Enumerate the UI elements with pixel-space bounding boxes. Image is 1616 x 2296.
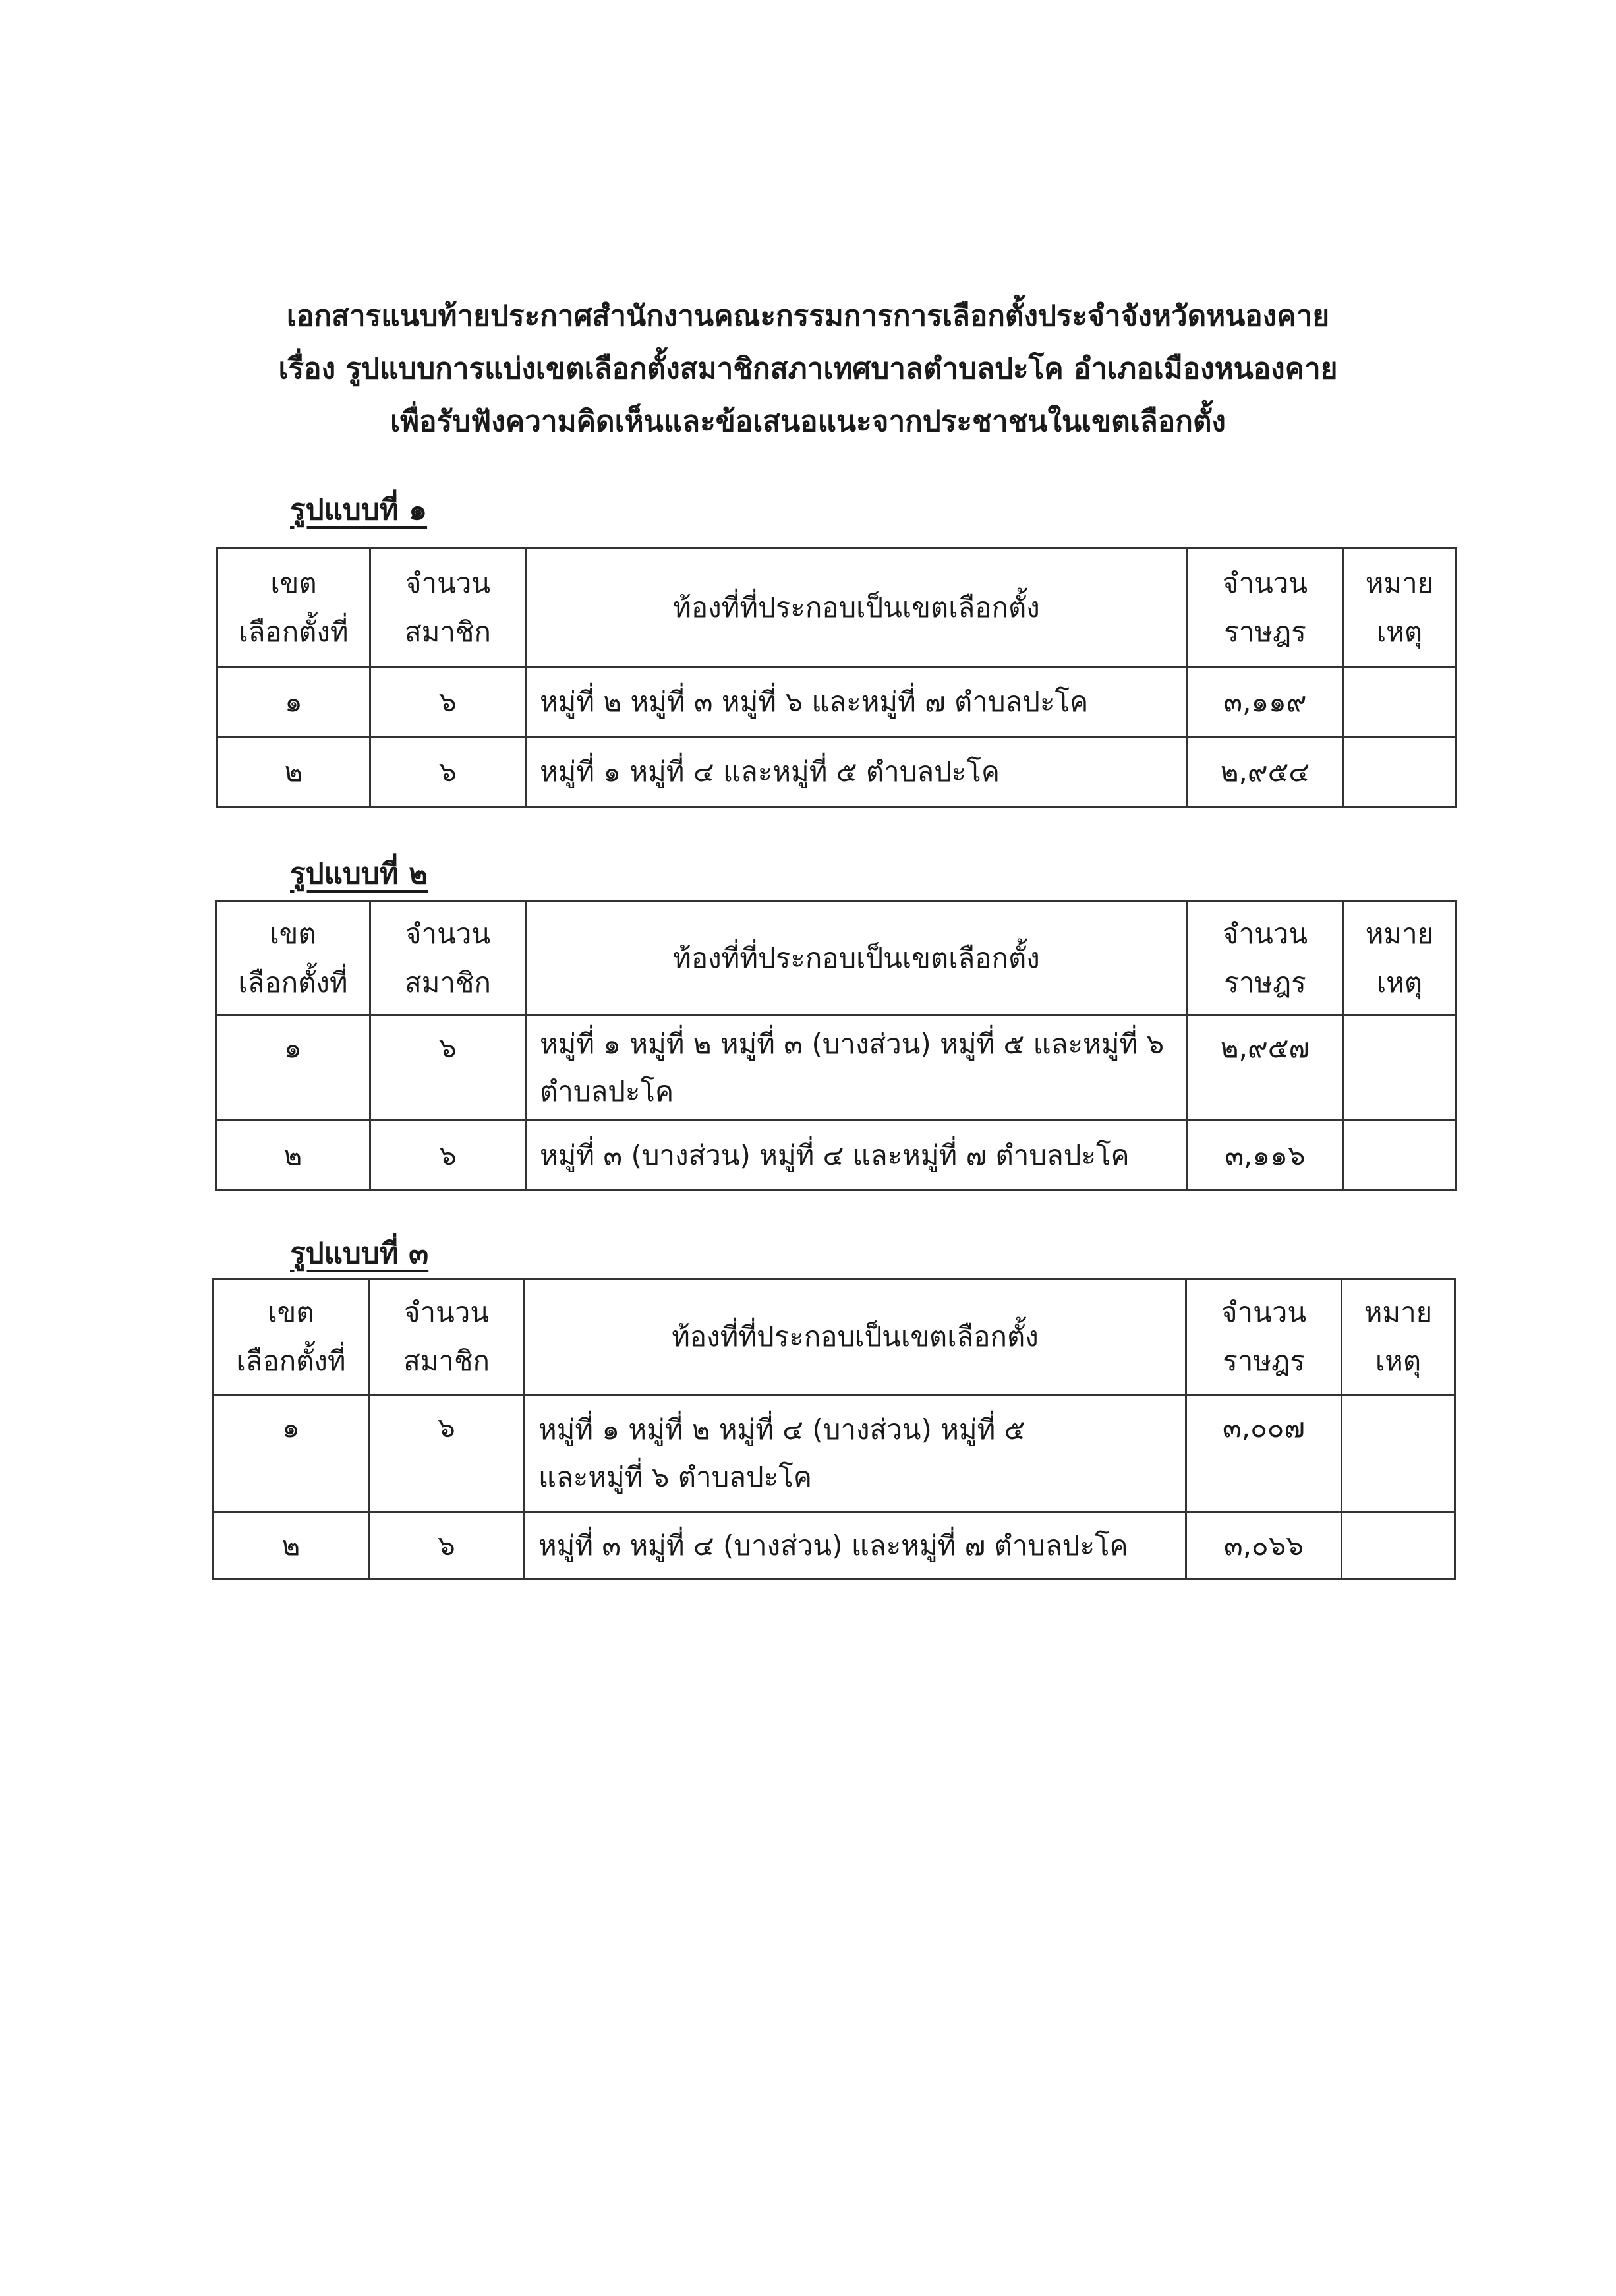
district-cell: ๒ (216, 1121, 370, 1191)
area-cell: หมู่ที่ ๓ หมู่ที่ ๔ (บางส่วน) และหมู่ที่ ๗ ตำบลปะโค (525, 1512, 1186, 1579)
header-remarks: หมาย เหตุ (1343, 902, 1457, 1015)
population-cell: ๓,๐๐๗ (1186, 1395, 1342, 1512)
heading-line-2: เรื่อง รูปแบบการแบ่งเขตเลือกตั้งสมาชิกสภาเทศบาลตำบลปะโค อำเภอเมืองหนองคาย (278, 352, 1338, 386)
district-cell: ๑ (216, 1015, 370, 1121)
members-cell: ๖ (370, 1015, 526, 1121)
members-cell: ๖ (369, 1512, 525, 1579)
table-row (214, 1395, 1455, 1512)
district-cell: ๒ (217, 737, 370, 807)
population-cell: ๓,๑๑๙ (1188, 667, 1343, 737)
table-row (217, 737, 1457, 807)
pattern-3-table (212, 1278, 1456, 1580)
members-cell: ๖ (369, 1395, 525, 1512)
document-heading (0, 290, 1616, 448)
pattern-1-table (216, 547, 1457, 808)
population-cell: ๓,๐๖๖ (1186, 1512, 1342, 1579)
district-cell: ๑ (214, 1395, 369, 1512)
pattern-2-title: รูปแบบที่ ๒ (290, 857, 428, 891)
header-population: จำนวน ราษฎร (1188, 548, 1343, 667)
table-header-row (216, 902, 1457, 1015)
area-cell: หมู่ที่ ๒ หมู่ที่ ๓ หมู่ที่ ๖ และหมู่ที่ ๗ ตำบลปะโค (526, 667, 1188, 737)
header-population: จำนวน ราษฎร (1188, 902, 1343, 1015)
heading-line-1: เอกสารแนบท้ายประกาศสำนักงานคณะกรรมการการเลือกตั้งประจำจังหวัดหนองคาย (286, 299, 1330, 333)
district-cell: ๑ (217, 667, 370, 737)
population-cell: ๓,๑๑๖ (1188, 1121, 1343, 1191)
header-district: เขต เลือกตั้งที่ (217, 548, 370, 667)
remarks-cell (1342, 1512, 1455, 1579)
pattern-3-title: รูปแบบที่ ๓ (290, 1237, 429, 1270)
header-district: เขต เลือกตั้งที่ (214, 1279, 369, 1395)
header-district: เขต เลือกตั้งที่ (216, 902, 370, 1015)
table-row (214, 1512, 1455, 1579)
remarks-cell (1343, 1015, 1457, 1121)
header-area: ท้องที่ที่ประกอบเป็นเขตเลือกตั้ง (526, 548, 1188, 667)
area-cell: หมู่ที่ ๑ หมู่ที่ ๒ หมู่ที่ ๓ (บางส่วน) หมู่ที่ ๕ และหมู่ที่ ๖ ตำบลปะโค (526, 1015, 1188, 1121)
heading-line-3: เพื่อรับฟังความคิดเห็นและข้อเสนอแนะจากประชาชนในเขตเลือกตั้ง (390, 405, 1226, 438)
header-members: จำนวน สมาชิก (370, 548, 526, 667)
remarks-cell (1343, 1121, 1457, 1191)
pattern-1-title: รูปแบบที่ ๑ (290, 493, 428, 527)
pattern-2-table (215, 900, 1457, 1191)
remarks-cell (1343, 737, 1457, 807)
header-members: จำนวน สมาชิก (370, 902, 526, 1015)
remarks-cell (1342, 1395, 1455, 1512)
header-population: จำนวน ราษฎร (1186, 1279, 1342, 1395)
table-header-row (214, 1279, 1455, 1395)
header-area: ท้องที่ที่ประกอบเป็นเขตเลือกตั้ง (526, 902, 1188, 1015)
members-cell: ๖ (370, 737, 526, 807)
table-row (217, 667, 1457, 737)
area-cell: หมู่ที่ ๓ (บางส่วน) หมู่ที่ ๔ และหมู่ที่ ๗ ตำบลปะโค (526, 1121, 1188, 1191)
area-cell: หมู่ที่ ๑ หมู่ที่ ๒ หมู่ที่ ๔ (บางส่วน) หมู่ที่ ๕ และหมู่ที่ ๖ ตำบลปะโค (525, 1395, 1186, 1512)
table-header-row (217, 548, 1457, 667)
population-cell: ๒,๙๕๗ (1188, 1015, 1343, 1121)
area-cell: หมู่ที่ ๑ หมู่ที่ ๔ และหมู่ที่ ๕ ตำบลปะโค (526, 737, 1188, 807)
members-cell: ๖ (370, 667, 526, 737)
header-remarks: หมาย เหตุ (1343, 548, 1457, 667)
population-cell: ๒,๙๕๔ (1188, 737, 1343, 807)
district-cell: ๒ (214, 1512, 369, 1579)
members-cell: ๖ (370, 1121, 526, 1191)
header-remarks: หมาย เหตุ (1342, 1279, 1455, 1395)
table-row (216, 1015, 1457, 1121)
header-area: ท้องที่ที่ประกอบเป็นเขตเลือกตั้ง (525, 1279, 1186, 1395)
header-members: จำนวน สมาชิก (369, 1279, 525, 1395)
table-row (216, 1121, 1457, 1191)
remarks-cell (1343, 667, 1457, 737)
